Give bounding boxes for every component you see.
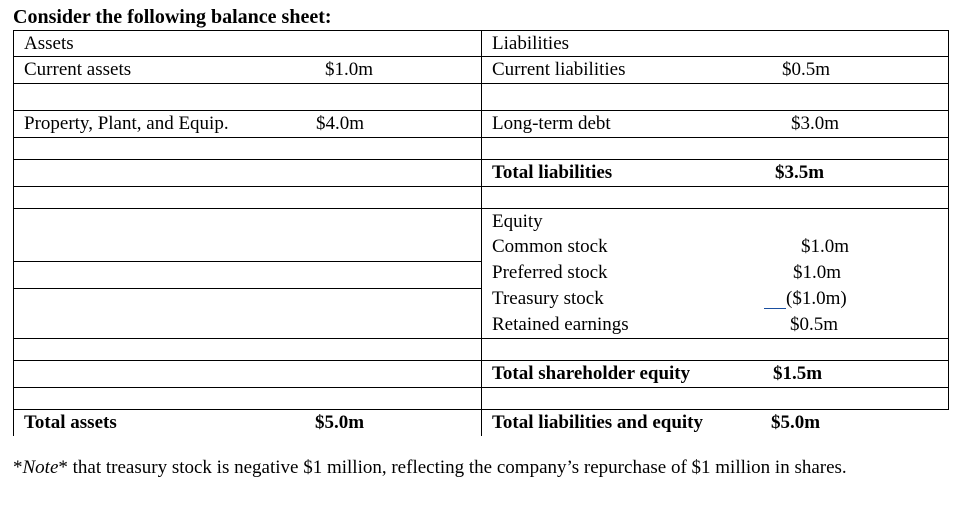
- empty-cell: [14, 138, 482, 160]
- equity-item-value-wrap: [764, 286, 847, 312]
- total-liab-equity-cell: [482, 410, 949, 437]
- empty-cell: [14, 361, 482, 388]
- liabilities-header: Liabilities: [492, 32, 570, 54]
- table-row: [14, 388, 949, 410]
- equity-cell: [482, 209, 949, 339]
- equity-item-value: $1.0m: [801, 236, 850, 257]
- equity-item-label: Common stock: [492, 236, 608, 257]
- ppe-cell: [14, 111, 482, 138]
- table-row: [14, 209, 949, 339]
- total-assets-value: $5.0m: [315, 412, 365, 433]
- empty-cell: [482, 339, 949, 361]
- equity-item-value: ($1.0m): [786, 288, 847, 309]
- empty-cell: [14, 388, 482, 410]
- total-liab-equity-value: $5.0m: [771, 412, 821, 433]
- total-equity-value: $1.5m: [773, 363, 823, 384]
- ppe-value: $4.0m: [316, 113, 365, 134]
- empty-subcell: [14, 209, 481, 262]
- note-star: *: [58, 457, 68, 478]
- empty-cell: [482, 388, 949, 410]
- empty-subcell: [14, 289, 481, 330]
- table-row: [14, 361, 949, 388]
- note-word: Note: [22, 457, 59, 478]
- empty-cell: [14, 84, 482, 111]
- equity-item-label: Retained earnings: [492, 314, 629, 335]
- table-row: [14, 410, 949, 437]
- empty-cell: [482, 138, 949, 160]
- table-row: [14, 111, 949, 138]
- table-row: [14, 160, 949, 187]
- empty-cell: [14, 339, 482, 361]
- empty-cell: [14, 160, 482, 187]
- equity-row-treasury: [492, 286, 948, 312]
- total-liab-equity-label: Total liabilities and equity: [492, 412, 703, 433]
- equity-item-label: Treasury stock: [492, 288, 604, 309]
- table-row: [14, 31, 949, 57]
- equity-row-preferred: [492, 260, 948, 286]
- current-assets-value: $1.0m: [325, 59, 374, 80]
- equity-item-value: $0.5m: [790, 314, 839, 335]
- current-liabilities-cell: [482, 57, 949, 84]
- empty-cell: [14, 209, 482, 339]
- table-row: [14, 57, 949, 84]
- current-assets-label: Current assets: [24, 59, 132, 80]
- total-liabilities-cell: [482, 160, 949, 187]
- equity-row-retained: [492, 312, 948, 338]
- assets-header-cell: [14, 31, 482, 57]
- empty-cell: [482, 187, 949, 209]
- ppe-label: Property, Plant, and Equip.: [24, 113, 229, 134]
- current-assets-cell: [14, 57, 482, 84]
- balance-sheet-table: [13, 30, 949, 436]
- empty-subcell: [14, 262, 481, 289]
- equity-header: Equity: [492, 211, 543, 232]
- table-row: [14, 84, 949, 111]
- empty-cell: [14, 187, 482, 209]
- total-equity-cell: [482, 361, 949, 388]
- page-heading: Consider the following balance sheet:: [13, 6, 332, 28]
- table-row: [14, 339, 949, 361]
- note-star: *: [13, 457, 23, 478]
- current-liabilities-label: Current liabilities: [492, 59, 626, 80]
- liabilities-header-cell: [482, 31, 949, 57]
- total-assets-label: Total assets: [24, 412, 117, 433]
- empty-cell: [482, 84, 949, 111]
- long-term-debt-value: $3.0m: [791, 113, 840, 134]
- table-row: [14, 138, 949, 160]
- total-assets-cell: [14, 410, 482, 437]
- long-term-debt-label: Long-term debt: [492, 113, 611, 134]
- table-row: [14, 187, 949, 209]
- long-term-debt-cell: [482, 111, 949, 138]
- total-equity-label: Total shareholder equity: [492, 363, 691, 384]
- current-liabilities-value: $0.5m: [782, 59, 831, 80]
- treasury-underline: [764, 308, 786, 309]
- footnote: [13, 454, 943, 481]
- equity-item-label: Preferred stock: [492, 262, 608, 283]
- total-liabilities-label: Total liabilities: [492, 162, 613, 183]
- total-liabilities-value: $3.5m: [775, 162, 825, 183]
- equity-item-value: $1.0m: [793, 262, 842, 283]
- equity-row-common: [492, 234, 948, 260]
- assets-header: Assets: [24, 32, 74, 54]
- note-text: that treasury stock is negative $1 million, reflecting the company’s repurchase of $1 million in shares.: [67, 457, 847, 478]
